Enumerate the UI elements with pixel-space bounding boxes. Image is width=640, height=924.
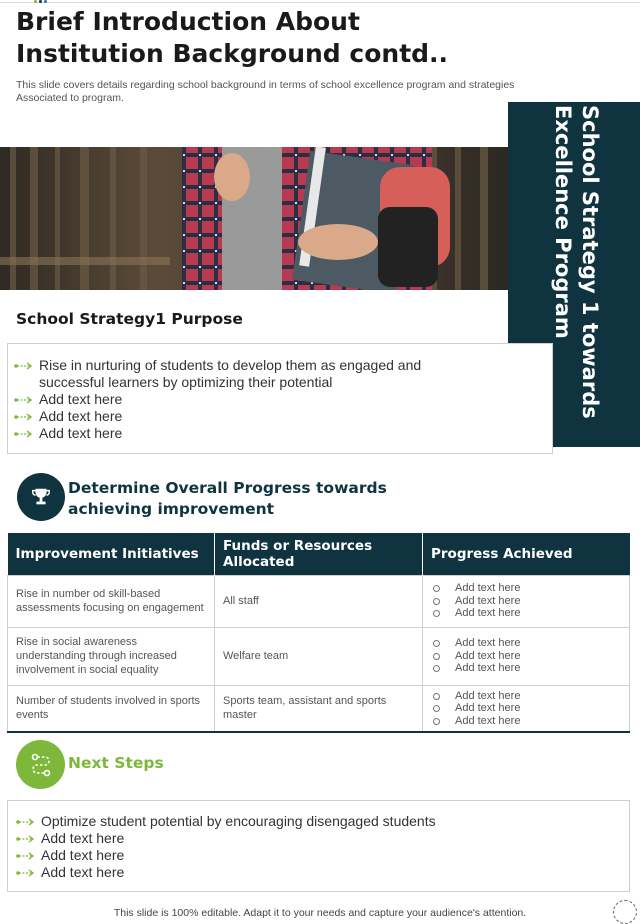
list-item: Add text here [39, 391, 459, 408]
hero-photo [0, 147, 510, 290]
initiative-cell: Rise in number od skill-based assessments focusing on engagement [8, 575, 215, 627]
list-item: Add text here [431, 702, 621, 715]
trophy-icon [30, 486, 52, 508]
table-header-row [8, 533, 630, 575]
list-item: Optimize student potential by encouraging disengaged students [41, 813, 601, 830]
list-item: Add text here [431, 595, 621, 608]
next-steps-title: Next Steps [68, 754, 164, 772]
progress-cell [423, 575, 630, 627]
column-header: Funds or Resources Allocated [215, 533, 423, 575]
list-item: Add text here [431, 607, 621, 620]
arrow-bullet-icon [14, 430, 33, 438]
top-divider [0, 2, 640, 3]
column-header: Progress Achieved [423, 533, 630, 575]
arrow-bullet-icon [16, 818, 35, 826]
next-steps-box [7, 800, 630, 892]
resources-cell: Welfare team [215, 627, 423, 685]
strategy-title: School Strategy1 Purpose [16, 310, 243, 328]
progress-title: Determine Overall Progress towards achieving improvement [68, 479, 387, 518]
list-item: Add text here [41, 864, 601, 881]
list-item: Add text here [39, 425, 459, 442]
column-header: Improvement Initiatives [8, 533, 215, 575]
initiative-cell: Rise in social awareness understanding through increased involvement in social equality [8, 627, 215, 685]
arrow-bullet-icon [16, 852, 35, 860]
list-item: Rise in nurturing of students to develop them as engaged and successful learners by optimizing their potential [39, 357, 459, 391]
list-item: Add text here [431, 662, 621, 675]
strategy-box [7, 343, 553, 454]
page-subtitle: This slide covers details regarding school background in terms of school excellence program and strategies Associated to program. [16, 79, 515, 104]
table-row [8, 685, 630, 732]
list-item: Add text here [431, 650, 621, 663]
list-item: Add text here [41, 847, 601, 864]
footer-note: This slide is 100% editable. Adapt it to your needs and capture your audience's attention. [113, 907, 527, 919]
resources-cell: Sports team, assistant and sports master [215, 685, 423, 732]
list-item: Add text here [431, 582, 621, 595]
improvement-table [7, 533, 630, 733]
list-item: Add text here [41, 830, 601, 847]
arrow-bullet-icon [14, 362, 33, 370]
page-title: Brief Introduction About Institution Background contd.. [16, 7, 449, 68]
arrow-bullet-icon [14, 396, 33, 404]
progress-badge [17, 473, 65, 521]
table-row [8, 575, 630, 627]
table-row [8, 627, 630, 685]
arrow-bullet-icon [16, 869, 35, 877]
initiative-cell: Number of students involved in sports events [8, 685, 215, 732]
arrow-bullet-icon [16, 835, 35, 843]
logo-dots [34, 0, 47, 3]
arrow-bullet-icon [14, 413, 33, 421]
side-panel-title: School Strategy 1 towards Excellence Program [551, 105, 602, 419]
resources-cell: All staff [215, 575, 423, 627]
next-steps-badge [16, 740, 65, 789]
next-steps-list [41, 813, 601, 881]
list-item: Add text here [431, 690, 621, 703]
list-item: Add text here [431, 715, 621, 728]
list-item: Add text here [39, 408, 459, 425]
progress-cell [423, 627, 630, 685]
progress-cell [423, 685, 630, 732]
strategy-list [39, 357, 459, 442]
path-steps-icon [28, 752, 54, 778]
list-item: Add text here [431, 637, 621, 650]
corner-mark [613, 900, 637, 924]
